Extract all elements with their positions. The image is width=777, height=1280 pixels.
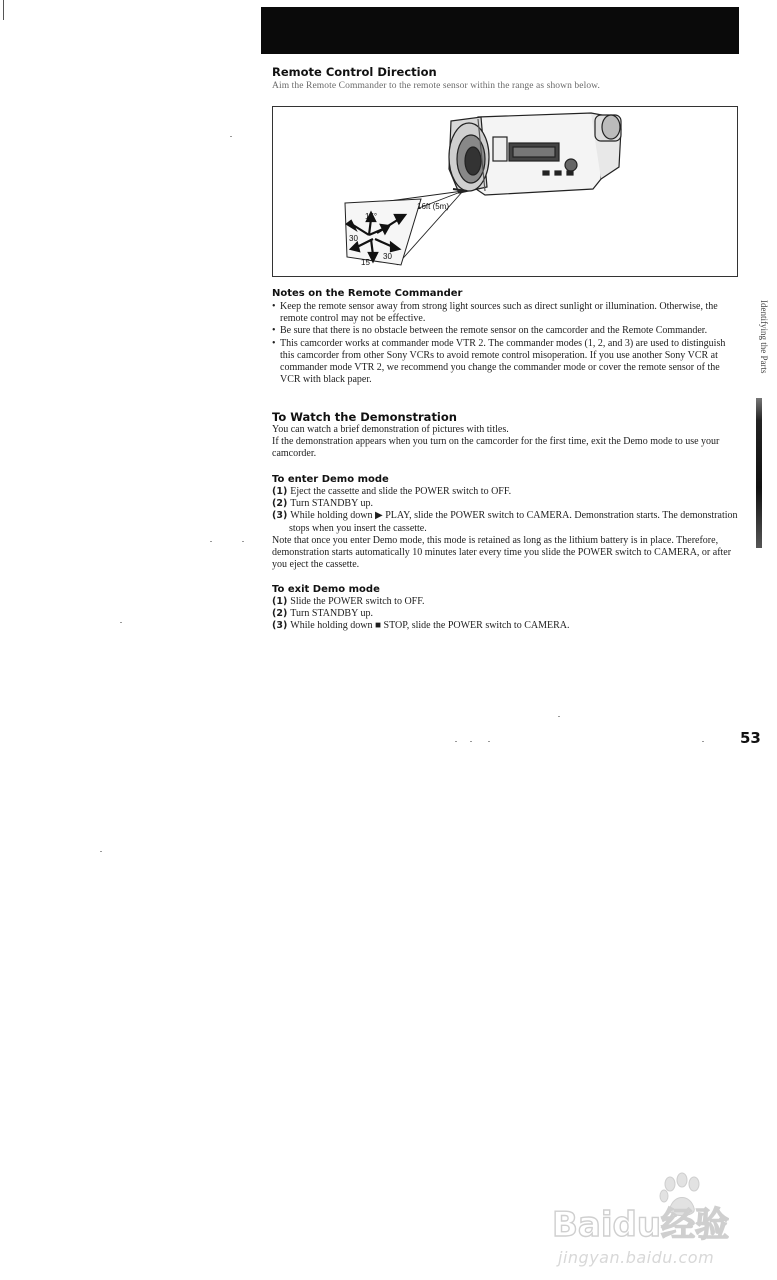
- step-number: (3): [272, 510, 288, 522]
- scan-speck: [558, 716, 560, 717]
- step-number: (2): [272, 498, 288, 510]
- exit-step-3: [272, 620, 738, 632]
- remote-range-figure: [272, 106, 738, 277]
- header-bar: [261, 7, 739, 54]
- step-number: (2): [272, 608, 288, 620]
- distance-label: 16ft (5m): [417, 202, 450, 211]
- baidu-watermark: [552, 1170, 762, 1270]
- scan-speck: [210, 541, 212, 542]
- step-number: (3): [272, 620, 288, 632]
- scan-speck: [488, 741, 490, 742]
- step-text: Slide the POWER switch to OFF.: [290, 596, 425, 607]
- page-number: 53: [740, 729, 761, 747]
- section-title-exit-demo: To exit Demo mode: [272, 584, 380, 595]
- section-title-enter-demo: To enter Demo mode: [272, 474, 389, 485]
- exit-step-2: [272, 608, 738, 620]
- step-text: While holding down ■ STOP, slide the POWER switch to CAMERA.: [290, 620, 570, 632]
- baidu-logo-icon: [552, 1170, 762, 1250]
- section-title-remote-direction: Remote Control Direction: [272, 65, 437, 79]
- scan-speck: [470, 741, 472, 742]
- step-number: (1): [272, 486, 288, 497]
- scan-speck: [702, 741, 704, 742]
- camcorder-illustration: [273, 107, 739, 278]
- enter-step-1: [272, 486, 738, 498]
- step-text: Turn STANDBY up.: [290, 608, 373, 620]
- side-tab: [757, 300, 771, 390]
- angle-left-label: 30: [349, 234, 358, 243]
- angle-top-label: 15°: [365, 212, 378, 221]
- section-title-demo: To Watch the Demonstration: [272, 410, 457, 424]
- scan-speck: [120, 622, 122, 623]
- side-tab-label: Identifying the Parts: [759, 300, 769, 374]
- exit-step-1: [272, 596, 738, 608]
- note-item: • This camcorder works at commander mode VTR 2. The commander modes (1, 2, and 3) are used to distinguish this camcorder from other Sony VCRs to avoid remote control misoperation. If you use another Sony VCR at commander mode VTR 2, we recommend you change the commander mode or cover the remote sensor of the VCR with black paper.: [272, 338, 738, 387]
- note-item: • Be sure that there is no obstacle between the remote sensor on the camcorder and the Remote Commander.: [272, 325, 738, 337]
- enter-demo-steps: [272, 486, 738, 571]
- scan-edge-rule: [3, 0, 4, 20]
- demo-intro: [272, 424, 738, 461]
- enter-step-3: [272, 510, 738, 534]
- demo-paragraph-2: If the demonstration appears when you turn on the camcorder for the first time, exit the Demo mode to use your camcorder.: [272, 436, 720, 460]
- watermark-url: jingyan.baidu.com: [558, 1248, 715, 1267]
- demo-paragraph-1: You can watch a brief demonstration of pictures with titles.: [272, 424, 509, 435]
- scan-speck: [455, 741, 457, 742]
- notes-list: [272, 301, 738, 386]
- exit-demo-steps: [272, 596, 738, 633]
- scan-speck: [230, 136, 232, 137]
- side-index-bar: [756, 398, 762, 548]
- remote-direction-intro: Aim the Remote Commander to the remote sensor within the range as shown below.: [272, 81, 601, 91]
- step-number: (1): [272, 596, 288, 607]
- angle-bottom-label: 15: [361, 258, 370, 267]
- note-item: • Keep the remote sensor away from strong light sources such as direct sunlight or illumination. Otherwise, the remote control may not be effective.: [272, 301, 738, 325]
- enter-demo-note: Note that once you enter Demo mode, this mode is retained as long as the lithium battery is in place. Therefore, demonstration starts automatically 10 minutes later every time you slide the POWER switch to CAMERA, or after you eject the cassette.: [272, 534, 732, 571]
- scan-speck: [100, 851, 102, 852]
- scan-speck: [242, 541, 244, 542]
- watermark-logo-text: Baidu经验: [552, 1205, 730, 1245]
- step-text: Turn STANDBY up.: [290, 498, 373, 510]
- step-text: Eject the cassette and slide the POWER switch to OFF.: [290, 486, 512, 497]
- angle-right-label: 30: [383, 252, 392, 261]
- section-title-notes: Notes on the Remote Commander: [272, 288, 463, 299]
- enter-step-2: [272, 498, 738, 510]
- notes-list-container: [272, 301, 738, 386]
- step-text: While holding down ▶ PLAY, slide the POWER switch to CAMERA. Demonstration starts. The demonstration stops when you insert the cassette.: [289, 510, 738, 534]
